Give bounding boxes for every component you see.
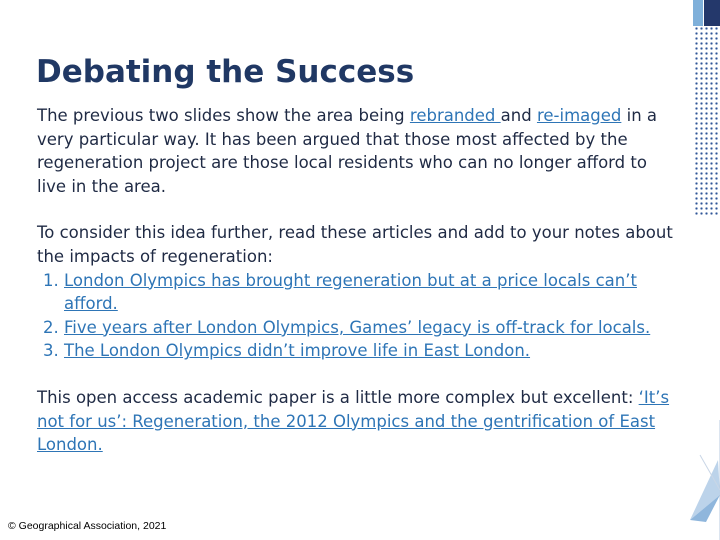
instruction-paragraph: To consider this idea further, read these articles and add to your notes about the impacts of regeneration: [37,223,673,266]
copyright-footer: © Geographical Association, 2021 [8,520,167,532]
academic-paper-text: This open access academic paper is a little more complex but excellent: [37,387,639,407]
slide-title: Debating the Success [36,54,415,90]
slide-body [37,104,677,457]
decorative-dot-pattern [694,26,720,216]
intro-text-2: and [500,106,537,125]
article-link-1[interactable]: London Olympics has brought regeneration but at a price locals can’t afford. [64,270,637,314]
rebranded-link[interactable]: rebranded [409,106,501,125]
re-imaged-link[interactable]: re-imaged [536,106,622,125]
article-link-3[interactable]: The London Olympics didn’t improve life in East London. [64,341,531,361]
spacer [37,198,677,221]
academic-paper-link[interactable]: ‘It’s not for us’: Regeneration, the 2012 Olympics and the gentrification of East London. [37,387,670,455]
spacer [37,363,677,386]
decorative-light-bar [693,0,703,26]
list-item [64,269,677,316]
list-item [64,339,677,363]
list-item [64,316,677,340]
intro-text-3: in a very particular way. It has been argued that those most affected by the regeneration project are those local residents who can no longer afford to live in the area. [37,106,658,196]
decorative-dark-bar [704,0,720,26]
intro-paragraph [37,104,677,198]
article-link-2[interactable]: Five years after London Olympics, Games’ legacy is off-track for locals. [64,317,651,337]
academic-paper-paragraph [37,386,677,457]
intro-text-1: The previous two slides show the area being [37,106,410,125]
article-list [37,269,677,363]
